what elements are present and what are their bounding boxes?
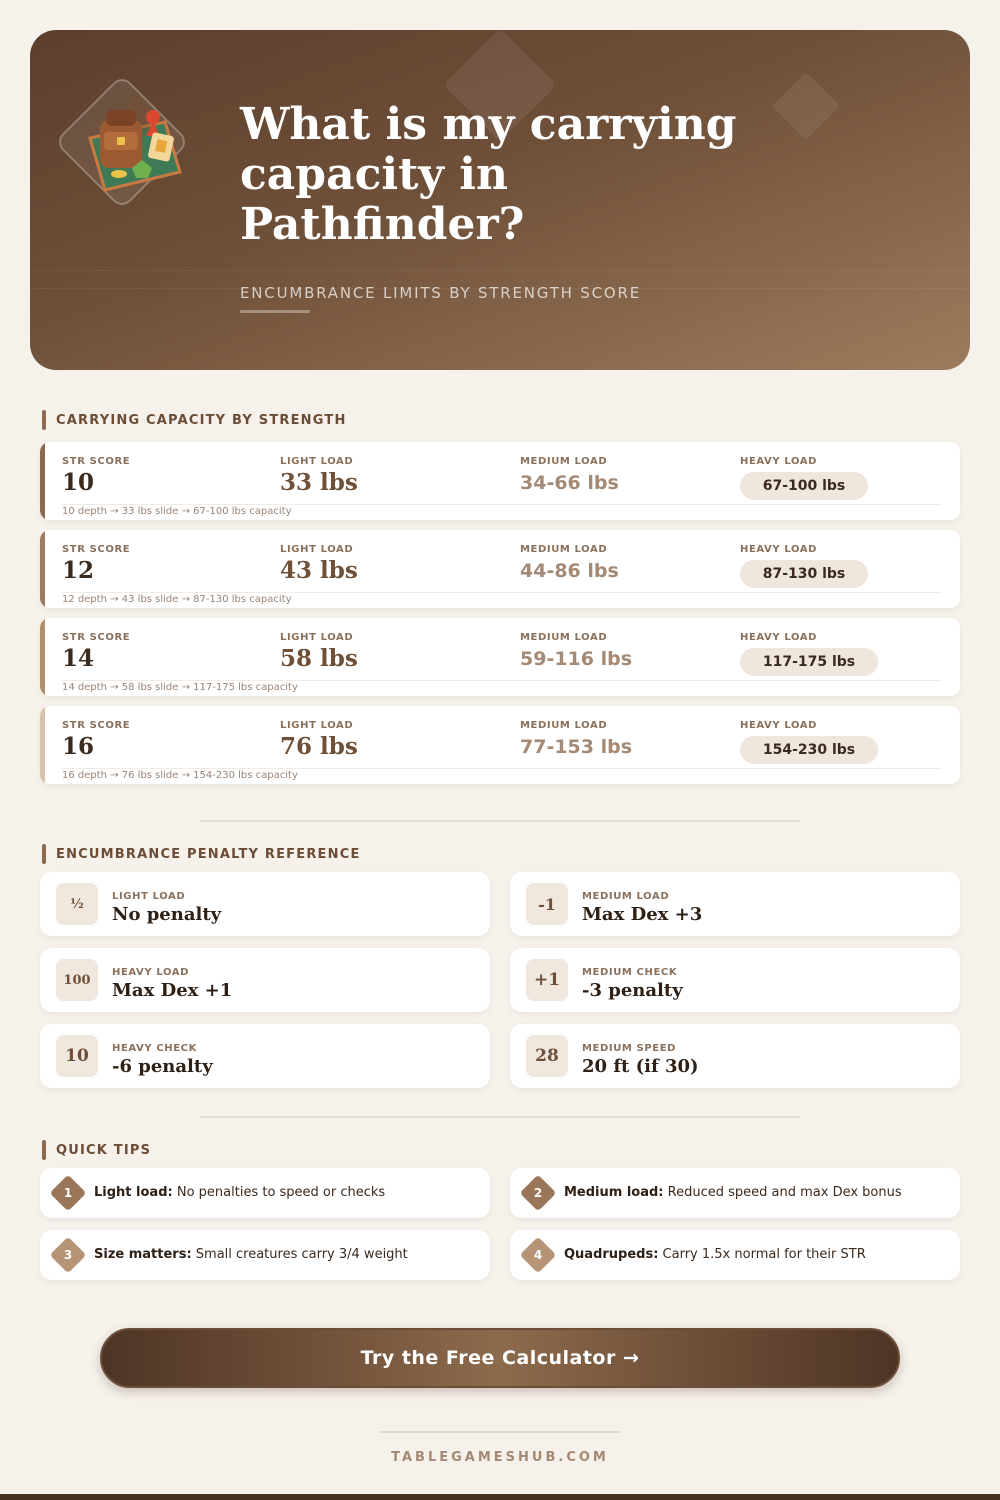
penalty-value: No penalty	[112, 904, 222, 925]
free-calculator-button[interactable]: Try the Free Calculator →	[100, 1328, 900, 1388]
penalty-value: 20 ft (if 30)	[582, 1056, 699, 1077]
section-title: CARRYING CAPACITY BY STRENGTH	[56, 412, 347, 428]
heavy-load-label: HEAVY LOAD	[740, 720, 818, 731]
section-header-penalty	[42, 844, 361, 864]
capacity-row	[40, 530, 960, 608]
medium-load-cell	[520, 632, 632, 670]
row-accent-bar	[40, 442, 45, 520]
penalty-card	[40, 1024, 490, 1088]
light-load-cell	[280, 456, 358, 496]
tip-text	[564, 1185, 902, 1200]
tip-number: 3	[63, 1248, 73, 1262]
str-score-value: 16	[62, 733, 95, 760]
section-header-tips	[42, 1140, 151, 1160]
row-accent-bar	[40, 706, 45, 784]
light-load-label: LIGHT LOAD	[280, 544, 354, 555]
medium-load-cell	[520, 456, 619, 494]
light-load-cell	[280, 632, 358, 672]
section-title: ENCUMBRANCE PENALTY REFERENCE	[56, 846, 361, 862]
heavy-load-badge: 67-100 lbs	[740, 472, 868, 500]
tip-body: Small creatures carry 3/4 weight	[191, 1247, 408, 1262]
penalty-label: MEDIUM CHECK	[582, 967, 678, 978]
adventurer-backpack-icon	[70, 80, 200, 210]
str-score-cell	[62, 544, 130, 584]
penalty-badge: 100	[56, 959, 98, 1001]
capacity-row	[40, 706, 960, 784]
tip-body: No penalties to speed or checks	[172, 1185, 386, 1200]
section-accent-bar	[42, 844, 46, 864]
penalty-value: -6 penalty	[112, 1056, 213, 1077]
heavy-load-badge: 154-230 lbs	[740, 736, 878, 764]
penalty-badge: ½	[56, 883, 98, 925]
tip-card	[510, 1168, 960, 1218]
penalty-value: Max Dex +3	[582, 904, 703, 925]
tip-number: 4	[533, 1248, 543, 1262]
tip-title: Medium load:	[564, 1185, 664, 1200]
penalty-card	[40, 872, 490, 936]
heavy-load-label: HEAVY LOAD	[740, 456, 818, 467]
str-score-cell	[62, 720, 130, 760]
tip-body: Carry 1.5x normal for their STR	[658, 1247, 866, 1262]
str-score-value: 14	[62, 645, 95, 672]
footer-divider	[380, 1431, 620, 1433]
light-load-value: 43 lbs	[280, 557, 358, 584]
str-score-label: STR SCORE	[62, 544, 131, 555]
light-load-value: 76 lbs	[280, 733, 358, 760]
heavy-load-badge: 87-130 lbs	[740, 560, 868, 588]
hero-decor-line	[30, 270, 970, 271]
heavy-load-label: HEAVY LOAD	[740, 544, 818, 555]
section-accent-bar	[42, 410, 46, 430]
tip-card	[40, 1168, 490, 1218]
str-score-value: 12	[62, 557, 95, 584]
row-note: 10 depth → 33 lbs slide → 67-100 lbs capacity	[62, 506, 292, 517]
heavy-load-cell	[740, 456, 868, 500]
capacity-row	[40, 442, 960, 520]
penalty-value: -3 penalty	[582, 980, 683, 1001]
tip-card	[510, 1230, 960, 1280]
light-load-cell	[280, 720, 358, 760]
tip-number-badge	[520, 1175, 557, 1212]
light-load-cell	[280, 544, 358, 584]
medium-load-cell	[520, 720, 632, 758]
tip-number: 2	[533, 1186, 543, 1200]
row-note: 12 depth → 43 lbs slide → 87-130 lbs capacity	[62, 594, 292, 605]
light-load-label: LIGHT LOAD	[280, 632, 354, 643]
hero-banner	[30, 30, 970, 370]
row-divider	[62, 592, 942, 593]
subtitle-underline	[240, 310, 310, 313]
str-score-label: STR SCORE	[62, 456, 131, 467]
penalty-card	[510, 1024, 960, 1088]
medium-load-label: MEDIUM LOAD	[520, 456, 608, 467]
tip-body: Reduced speed and max Dex bonus	[663, 1185, 902, 1200]
page-title: What is my carrying capacity in Pathfinder?	[240, 99, 737, 250]
section-header-capacity	[42, 410, 347, 430]
hero-decor-diamond	[772, 72, 840, 140]
penalty-badge: +1	[526, 959, 568, 1001]
heavy-load-cell	[740, 632, 878, 676]
penalty-badge: -1	[526, 883, 568, 925]
section-title: QUICK TIPS	[56, 1142, 152, 1158]
str-score-cell	[62, 456, 130, 496]
tip-number: 1	[63, 1186, 73, 1200]
bottom-bar	[0, 1494, 1000, 1500]
tip-number-badge	[50, 1175, 87, 1212]
tip-title: Size matters:	[94, 1247, 192, 1262]
medium-load-label: MEDIUM LOAD	[520, 720, 608, 731]
medium-load-label: MEDIUM LOAD	[520, 544, 608, 555]
row-note: 14 depth → 58 lbs slide → 117-175 lbs capacity	[62, 682, 298, 693]
tip-number-badge	[520, 1237, 557, 1274]
penalty-card	[40, 948, 490, 1012]
medium-load-value: 77-153 lbs	[520, 736, 633, 758]
tip-title: Light load:	[94, 1185, 173, 1200]
row-divider	[62, 504, 942, 505]
penalty-badge: 10	[56, 1035, 98, 1077]
light-load-value: 33 lbs	[280, 469, 358, 496]
penalty-label: MEDIUM SPEED	[582, 1043, 677, 1054]
row-divider	[62, 768, 942, 769]
penalty-card	[510, 948, 960, 1012]
penalty-value: Max Dex +1	[112, 980, 233, 1001]
medium-load-value: 59-116 lbs	[520, 648, 633, 670]
row-divider	[62, 680, 942, 681]
heavy-load-label: HEAVY LOAD	[740, 632, 818, 643]
penalty-label: MEDIUM LOAD	[582, 891, 670, 902]
heavy-load-cell	[740, 544, 868, 588]
section-divider	[200, 1116, 800, 1118]
tip-text	[94, 1247, 408, 1262]
tip-text	[94, 1185, 385, 1200]
medium-load-value: 44-86 lbs	[520, 560, 619, 582]
row-accent-bar	[40, 618, 45, 696]
heavy-load-badge: 117-175 lbs	[740, 648, 878, 676]
str-score-cell	[62, 632, 130, 672]
penalty-card	[510, 872, 960, 936]
str-score-value: 10	[62, 469, 95, 496]
page-subtitle: ENCUMBRANCE LIMITS BY STRENGTH SCORE	[240, 284, 642, 302]
str-score-label: STR SCORE	[62, 720, 131, 731]
penalty-label: HEAVY CHECK	[112, 1043, 197, 1054]
penalty-badge: 28	[526, 1035, 568, 1077]
capacity-row	[40, 618, 960, 696]
medium-load-label: MEDIUM LOAD	[520, 632, 608, 643]
row-accent-bar	[40, 530, 45, 608]
str-score-label: STR SCORE	[62, 632, 131, 643]
medium-load-cell	[520, 544, 619, 582]
light-load-value: 58 lbs	[280, 645, 358, 672]
tip-number-badge	[50, 1237, 87, 1274]
penalty-label: LIGHT LOAD	[112, 891, 186, 902]
tip-text	[564, 1247, 866, 1262]
medium-load-value: 34-66 lbs	[520, 472, 619, 494]
light-load-label: LIGHT LOAD	[280, 456, 354, 467]
tip-title: Quadrupeds:	[564, 1247, 659, 1262]
row-note: 16 depth → 76 lbs slide → 154-230 lbs capacity	[62, 770, 298, 781]
tip-card	[40, 1230, 490, 1280]
light-load-label: LIGHT LOAD	[280, 720, 354, 731]
section-accent-bar	[42, 1140, 46, 1160]
penalty-label: HEAVY LOAD	[112, 967, 190, 978]
heavy-load-cell	[740, 720, 878, 764]
footer-site-link[interactable]: TABLEGAMESHUB.COM	[391, 1450, 609, 1465]
section-divider	[200, 820, 800, 822]
